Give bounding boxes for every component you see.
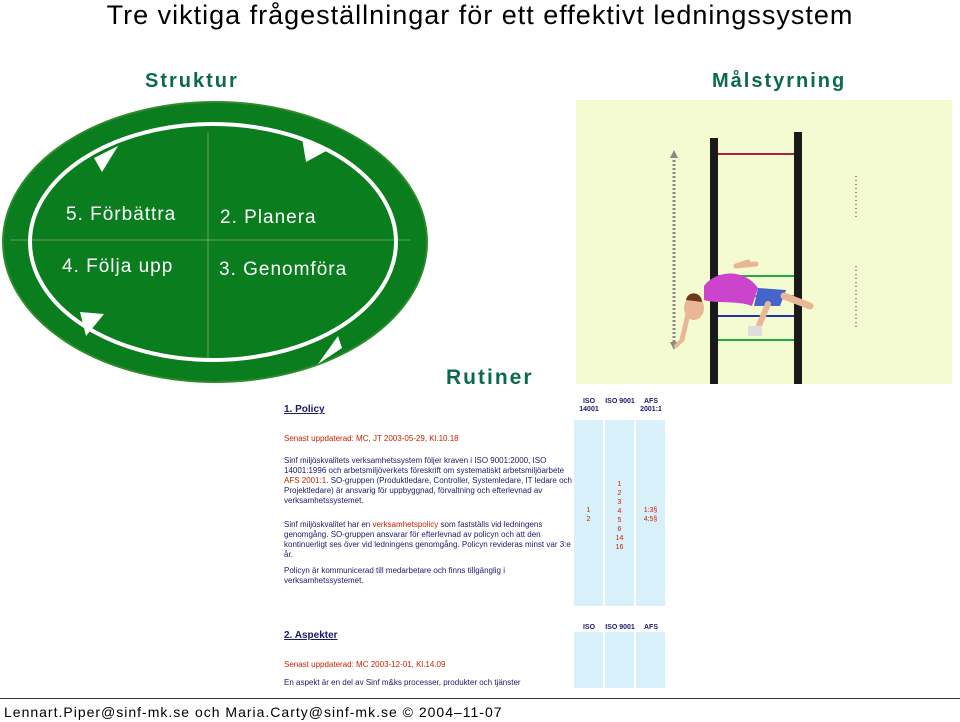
doc-paragraph-1: Sinf miljöskvalitets verksamhetssystem följer kraven i ISO 9001:2000, ISO 14001:1996 och arbetsmiljöverkets föreskrift om systematiskt arbetsmiljöarbete AFS 2001:1. SO-gruppen (Produktledare, Controller, Systemledare, IT ledare och Projektledare) är ansvarig för uppbyggnad, förvaltning och efterlevnad av verksamhetssystemet. — [284, 456, 573, 505]
page-title: Tre viktiga frågeställningar för ett effektivt ledningssystem — [106, 0, 854, 30]
pole-left — [710, 138, 718, 384]
doc-paragraph-3: Policyn är kommunicerad till medarbetare och finns tillgänglig i verksamhetssystemet. — [284, 566, 505, 585]
doc-updated-2: Senast uppdaterad: MC 2003-12-01, Kl.14.09 — [284, 660, 446, 669]
column-value: 2 — [586, 516, 591, 523]
column-value: 16 — [615, 544, 624, 551]
column-iso-14001 — [574, 398, 604, 688]
column-value: 1 — [617, 481, 622, 488]
column-header: AFS 2001:1 — [640, 398, 662, 413]
column-value: 14 — [615, 535, 624, 542]
column-iso-9001 — [605, 398, 635, 688]
footer-divider — [0, 698, 960, 699]
malstyrning-heading: Målstyrning — [712, 70, 847, 92]
column-header-repeat: ISO — [582, 624, 596, 631]
policy-document — [280, 398, 580, 688]
column-value: 1 — [586, 507, 591, 514]
doc-paragraph-2: Sinf miljöskvalitet har en verksamhetspolicy som fastställs vid ledningens genomgång. SO-gruppen ansvarar för efterlevnad av policyn och att den kontinuerligt ses över vid ledningens genomgång. Policyn revideras minst var 3:e år. — [284, 520, 571, 559]
column-value: 1:3§ — [643, 507, 658, 514]
column-header: ISO 9001 — [605, 398, 635, 405]
step-forbattra: 5. Förbättra — [66, 204, 177, 225]
column-header: ISO 14001 — [579, 398, 599, 413]
pdca-cycle-diagram — [0, 100, 430, 390]
column-value: 6 — [617, 526, 622, 533]
doc-section-policy: 1. Policy — [284, 404, 325, 415]
doc-paragraph-4: En aspekt är en del av Sinf m&ks processer, produkter och tjänster — [284, 678, 521, 687]
column-header-repeat: ISO 9001 — [605, 624, 635, 631]
standards-columns — [574, 398, 666, 688]
step-folja-upp: 4. Följa upp — [62, 256, 174, 277]
column-value: 4:5§ — [643, 516, 658, 523]
rutiner-heading: Rutiner — [446, 366, 534, 389]
column-value: 3 — [617, 499, 622, 506]
pdca-ellipse — [3, 102, 427, 382]
column-value: 5 — [617, 517, 622, 524]
struktur-heading: Struktur — [145, 70, 239, 92]
column-value: 2 — [617, 490, 622, 497]
column-header-repeat: AFS — [644, 624, 658, 631]
pole-right — [794, 132, 802, 384]
column-afs-2001 — [636, 398, 666, 688]
footer-credits: Lennart.Piper@sinf-mk.se och Maria.Carty@sinf-mk.se © 2004–11‑07 — [4, 704, 503, 720]
doc-section-aspekter: 2. Aspekter — [284, 630, 338, 641]
step-genomfora: 3. Genomföra — [219, 259, 348, 280]
illustration-background — [576, 100, 952, 384]
step-planera: 2. Planera — [220, 207, 317, 228]
column-value: 4 — [617, 508, 622, 515]
doc-updated-1: Senast uppdaterad: MC, JT 2003-05-29, Kl.10.18 — [284, 434, 459, 443]
high-jump-illustration — [576, 100, 952, 384]
